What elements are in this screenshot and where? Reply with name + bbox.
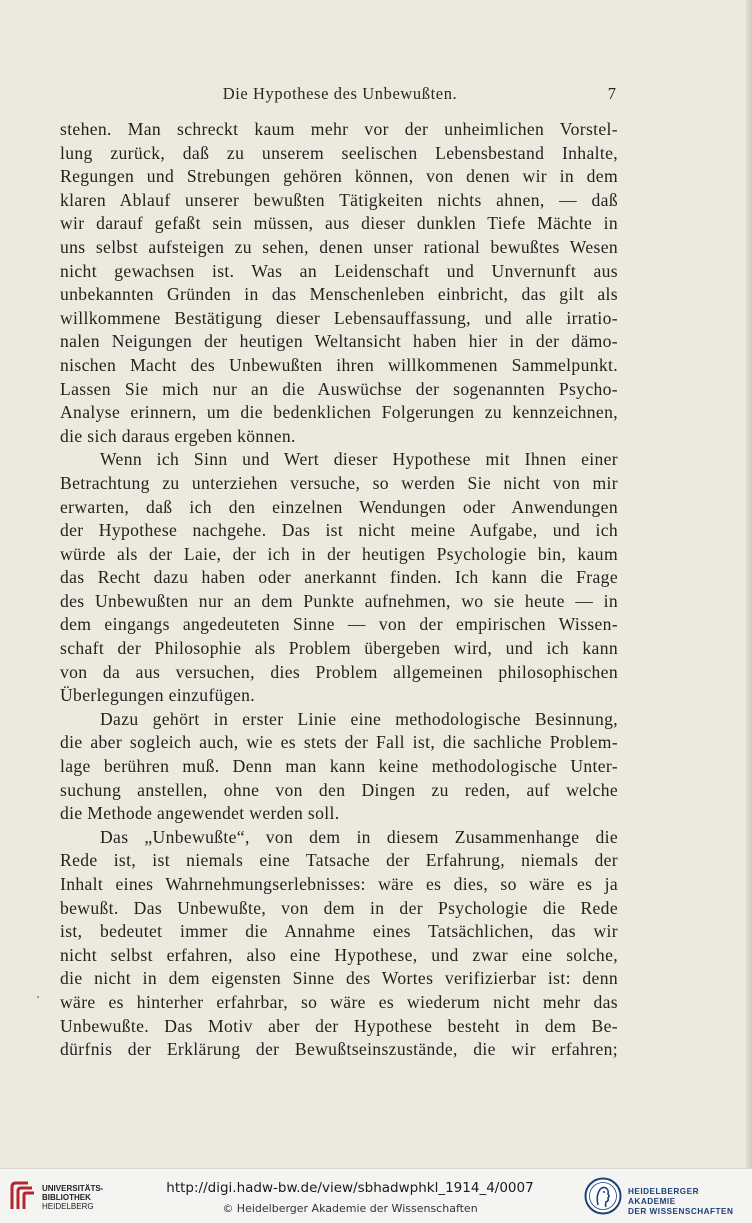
text-line: dürfnis der Erklärung der Bewußtseinszustände, die wir erfahren; [60,1039,618,1060]
text-line: lung zurück, daß zu unserem seelischen Lebensbestand Inhalte, [60,142,618,163]
text-line: die sich daraus ergeben können. [60,425,296,446]
body-text [60,118,618,1062]
library-name-line: BIBLIOTHEK [42,1193,91,1202]
text-line: der Hypothese nachgehe. Das ist nicht meine Aufgabe, und ich [60,520,618,541]
text-line: Unbewußte. Das Motiv aber der Hypothese besteht in dem Be- [60,1015,618,1036]
text-line: Lassen Sie mich nur an die Auswüchse der sogenannten Psycho- [60,378,618,399]
text-line: erwarten, daß ich den einzelnen Wendungen oder Anwendungen [60,496,618,517]
text-line: nicht gewachsen ist. Was an Leidenschaft und Unvernunft aus [60,260,618,281]
academy-logo[interactable] [584,1175,748,1219]
text-line: die aber sogleich auch, wie es stets der Fall ist, die sachliche Problem- [60,732,618,753]
text-line: Dazu gehört in erster Linie eine methodologische Besinnung, [100,708,618,729]
text-line: das Recht dazu haben oder anerkannt finden. Ich kann die Frage [60,567,618,588]
margin-speck [37,996,39,998]
page-number: 7 [607,84,616,103]
text-line: bewußt. Das Unbewußte, von dem in der Psychologie die Rede [60,897,618,918]
text-line: des Unbewußten nur an dem Punkte aufnehmen, wo sie heute — in [60,590,618,611]
text-line: stehen. Man schreckt kaum mehr vor der unheimlichen Vorstel- [60,119,618,139]
text-line: nischen Macht des Unbewußten ihren willkommenen Sammelpunkt. [60,354,618,375]
academy-seal-icon [584,1177,622,1215]
text-line: Analyse erinnern, um die bedenklichen Folgerungen zu kennzeichnen, [60,402,618,423]
text-line: uns selbst aufsteigen zu sehen, denen unser rational bewußtes Wesen [60,236,618,257]
text-line: unbekannten Gründen in das Menschenleben einbricht, das gilt als [60,284,618,305]
text-line: suchung anstellen, ohne von den Dingen zu reden, auf welche [60,779,618,800]
text-line: wir darauf gefaßt sein müssen, aus dieser dunklen Tiefe Mächte in [60,213,618,234]
text-line: willkommene Bestätigung dieser Lebensauffassung, und alle irratio- [60,307,618,328]
text-line: wäre es hinterher erfahrbar, so wäre es wiederum nicht mehr das [60,991,618,1012]
library-name-line: UNIVERSITÄTS- [42,1184,104,1193]
library-logo[interactable] [8,1175,148,1219]
text-line: nicht selbst erfahren, also eine Hypothese, und zwar eine solche, [60,944,618,965]
text-line: nalen Neigungen der heutigen Weltansicht haben hier in der dämo- [60,331,618,352]
text-line: lage berühren muß. Denn man kann keine methodologische Unter- [60,756,618,777]
text-line: von da aus versuchen, dies Problem allgemeinen philosophischen [60,661,618,682]
library-name [42,1184,103,1211]
text-line: die Methode angewendet werden soll. [60,803,340,824]
text-line: dem eingangs angedeuteten Sinne — von der empirischen Wissen- [60,614,618,635]
permalink-url[interactable]: http://digi.hadw-bw.de/view/sbhadwphkl_1914_4/0007 [166,1180,534,1196]
academy-name-line: HEIDELBERGER AKADEMIE [628,1187,700,1206]
text-line: Betrachtung zu unterziehen versuche, so werden Sie nicht von mir [60,472,618,493]
text-line: Rede ist, ist niemals eine Tatsache der Erfahrung, niemals der [60,850,618,871]
library-mark-icon [8,1179,36,1213]
text-line: klaren Ablauf unserer bewußten Tätigkeiten nichts ahnen, — daß [60,189,618,210]
text-line: Regungen und Strebungen gehören können, von denen wir in dem [60,166,618,187]
text-line: Inhalt eines Wahrnehmungserlebnisses: wäre es dies, so wäre es ja [60,874,618,894]
text-line: schaft der Philosophie als Problem übergeben wird, und ich kann [60,638,618,659]
text-line: ist, bedeutet immer die Annahme eines Tatsächlichen, das wir [60,921,618,942]
copyright-notice: © Heidelberger Akademie der Wissenschaften [222,1202,478,1215]
page-edge-shadow [746,0,752,1168]
running-head [60,84,620,108]
text-line: Wenn ich Sinn und Wert dieser Hypothese mit Ihnen einer [100,449,618,470]
academy-name [628,1187,748,1217]
academy-name-line: DER WISSENSCHAFTEN [628,1207,734,1216]
text-line: Das „Unbewußte“, von dem in diesem Zusammenhange die [100,826,618,847]
viewer-footer [0,1168,752,1223]
text-line: würde als der Laie, der ich in der heutigen Psychologie bin, kaum [60,543,618,564]
library-name-line: HEIDELBERG [42,1202,94,1211]
text-line: die nicht in dem eigensten Sinne des Wortes verifizierbar ist: denn [60,968,618,989]
running-title: Die Hypothese des Unbewußten. [222,84,458,103]
text-line: Überlegungen einzufügen. [60,685,256,706]
